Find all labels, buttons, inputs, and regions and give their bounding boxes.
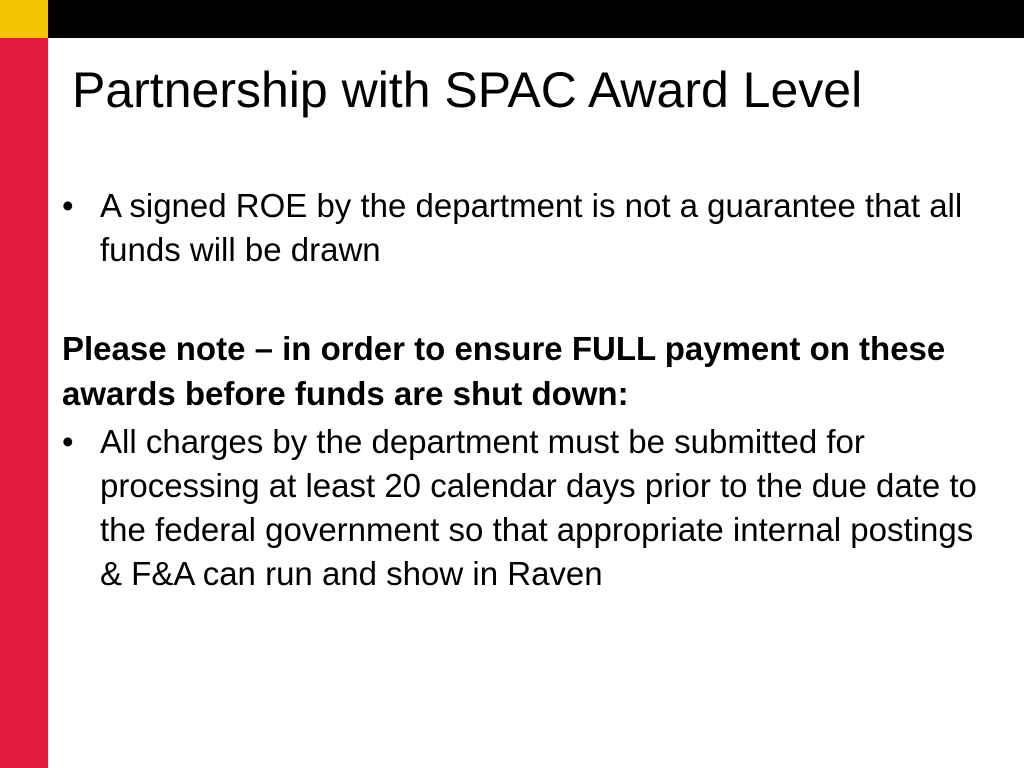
bullet-text: A signed ROE by the department is not a guarantee that all funds will be drawn bbox=[100, 187, 963, 268]
note-heading: Please note – in order to ensure FULL payment on these awards before funds are shut down: bbox=[62, 330, 946, 412]
spacer bbox=[62, 272, 992, 326]
left-accent-bar bbox=[0, 0, 48, 768]
bullet-text: All charges by the department must be submitted for processing at least 20 calendar days prior to the due date to the federal government so that appropriate internal postings & F&A can run and show in Raven bbox=[100, 423, 977, 592]
bullet-item bbox=[62, 420, 992, 596]
corner-accent-square bbox=[0, 0, 48, 38]
bullet-item bbox=[62, 184, 992, 272]
bullet-dot-icon: • bbox=[62, 423, 74, 460]
slide-body bbox=[62, 184, 992, 596]
slide-title: Partnership with SPAC Award Level bbox=[72, 62, 863, 118]
bullet-dot-icon: • bbox=[62, 187, 74, 224]
top-header-bar bbox=[48, 0, 1024, 38]
